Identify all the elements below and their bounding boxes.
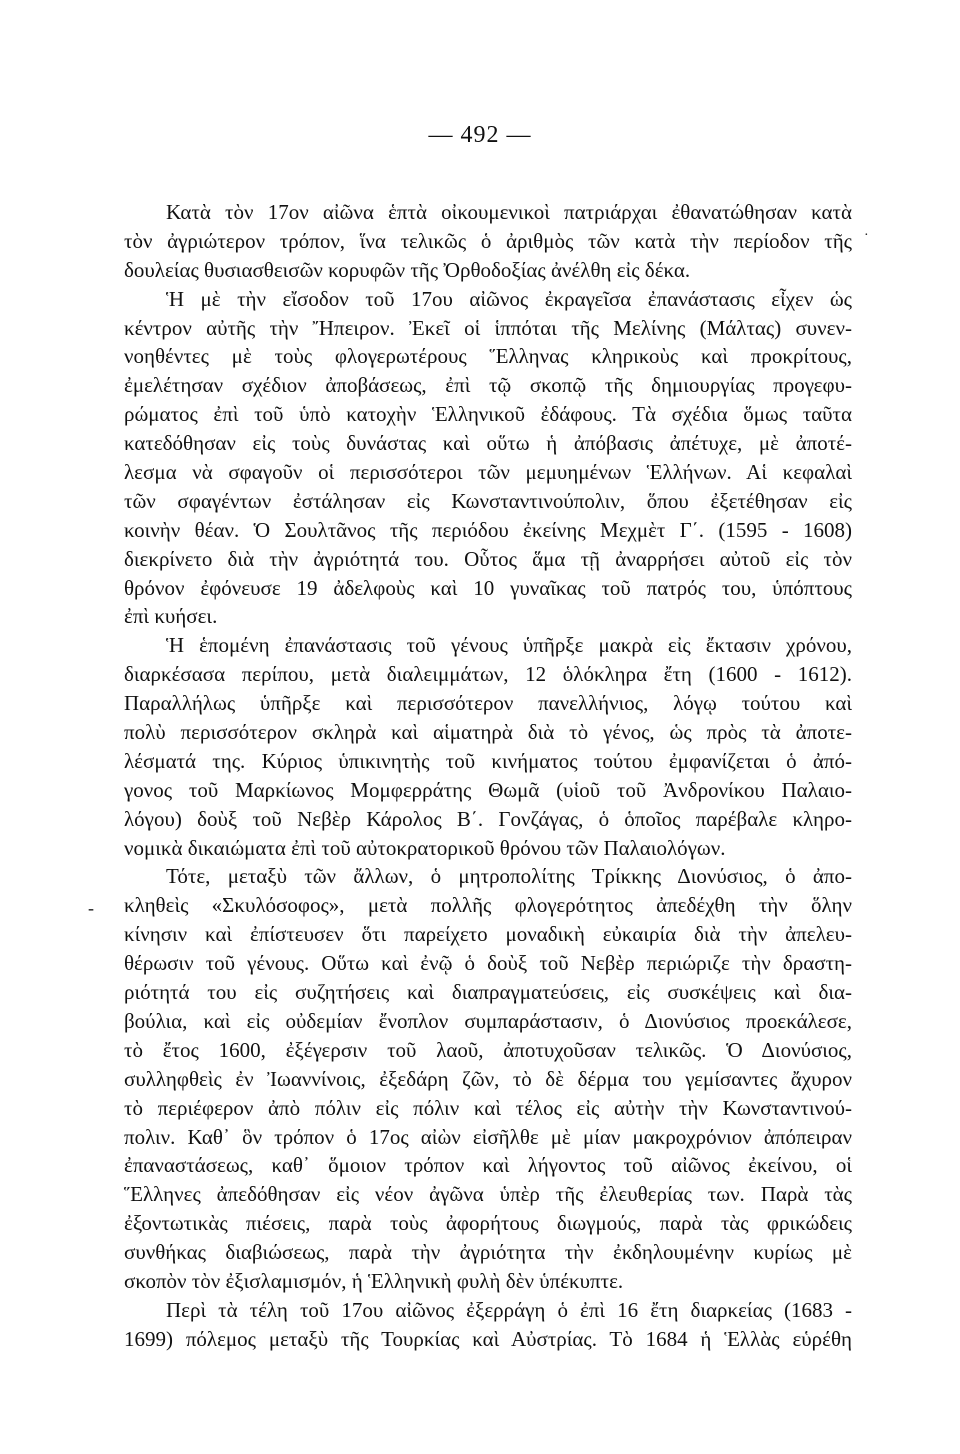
- text-line: κληθεὶς «Σκυλόσοφος», μετὰ πολλῆς φλογερότητος ἀπεδέχθη τὴν ὅλην: [124, 893, 852, 918]
- margin-dash-mark: -: [88, 898, 94, 918]
- text-line: διαρκέσασα περίπου, μετὰ διαλειμμάτων, 12 ὁλόκληρα ἔτη (1600 - 1612).: [124, 662, 852, 687]
- text-line: τῶν σφαγέντων ἐστάλησαν εἰς Κωνσταντινούπολιν, ὅπου ἐξετέθησαν εἰς: [124, 488, 852, 513]
- text-line: λεσμα νὰ σφαγοῦν οἱ περισσότεροι τῶν μεμυημένων Ἑλλήνων. Αἱ κεφαλαὶ: [124, 460, 852, 485]
- text-line: τὸ ἔτος 1600, ἐξέγερσιν τοῦ λαοῦ, ἀποτυχοῦσαν τελικῶς. Ὁ Διονύσιος,: [124, 1037, 852, 1062]
- text-line: θρόνον ἐφόνευσε 19 ἀδελφοὺς καὶ 10 γυναῖκας τοῦ πατρός του, ὑπόπτους: [124, 575, 852, 600]
- body-text: [124, 198, 852, 1354]
- margin-tick-mark: ·: [864, 228, 869, 243]
- text-line: πολιν. Καθ᾽ ὃν τρόπον ὁ 17ος αἰὼν εἰσῆλθε μὲ μίαν μακροχρόνιον ἀπόπειραν: [124, 1124, 852, 1149]
- text-line: Ἡ μὲ τὴν εἴσοδον τοῦ 17ου αἰῶνος ἐκραγεῖσα ἐπανάστασις εἶχεν ὡς: [166, 286, 852, 311]
- text-line: ρώματος ἐπὶ τοῦ ὑπὸ κατοχὴν Ἑλληνικοῦ ἐδάφους. Τὰ σχέδια ὅμως ταῦτα: [124, 402, 852, 427]
- text-line: θέρωσιν τοῦ γένους. Οὕτω καὶ ἐνῷ ὁ δοὺξ τοῦ Νεβὲρ περιώριζε τὴν δραστη-: [124, 951, 852, 976]
- text-line: 1699) πόλεμος μεταξὺ τῆς Τουρκίας καὶ Αὐστρίας. Τὸ 1684 ἡ Ἑλλὰς εὑρέθη: [124, 1326, 852, 1351]
- text-line: κοινὴν θέαν. Ὁ Σουλτᾶνος τῆς περιόδου ἐκείνης Μεχμὲτ Γ΄. (1595 - 1608): [124, 517, 852, 542]
- text-line: σκοπὸν τὸν ἐξισλαμισμόν, ἡ Ἑλληνικὴ φυλὴ δὲν ὑπέκυπτε.: [124, 1268, 624, 1293]
- text-line: ἐπαναστάσεως, καθ᾽ ὅμοιον τρόπον καὶ λήγοντος τοῦ αἰῶνος ἐκείνου, οἱ: [124, 1153, 852, 1178]
- text-line: τὸν ἀγριώτερον τρόπον, ἵνα τελικῶς ὁ ἀριθμὸς τῶν κατὰ τὴν περίοδον τῆς: [124, 228, 852, 253]
- text-line: διεκρίνετο διὰ τὴν ἀγριότητά του. Οὗτος ἅμα τῇ ἀναρρήσει αὐτοῦ εἰς τὸν: [124, 546, 852, 571]
- text-line: Παραλλήλως ὑπῆρξε καὶ περισσότερον πανελλήνιος, λόγῳ τούτου καὶ: [124, 691, 852, 716]
- text-line: ριότητά του εἰς συζητήσεις καὶ διαπραγματεύσεις, εἰς συσκέψεις καὶ δια-: [124, 980, 852, 1005]
- text-line: ἐμελέτησαν σχέδιον ἀποβάσεως, ἐπὶ τῷ σκοπῷ τῆς δημιουργίας προγεφυ-: [124, 373, 852, 398]
- text-line: δουλείας θυσιασθεισῶν κορυφῶν τῆς Ὀρθοδοξίας ἀνέλθη εἰς δέκα.: [124, 257, 691, 282]
- text-line: γονος τοῦ Μαρκίωνος Μομφερράτης Θωμᾶ (υἱοῦ τοῦ Ἀνδρονίκου Παλαιο-: [124, 777, 852, 802]
- text-line: νοηθέντες μὲ τοὺς φλογερωτέρους Ἕλληνας κληρικοὺς καὶ προκρίτους,: [124, 344, 852, 369]
- text-line: νομικὰ δικαιώματα ἐπὶ τοῦ αὐτοκρατορικοῦ θρόνου τῶν Παλαιολόγων.: [124, 835, 726, 860]
- text-line: κέντρον αὐτῆς τὴν Ἤπειρον. Ἐκεῖ οἱ ἱππόται τῆς Μελίνης (Μάλτας) συνεν-: [124, 315, 852, 340]
- text-line: Ἡ ἑπομένη ἐπανάστασις τοῦ γένους ὑπῆρξε μακρὰ εἰς ἔκτασιν χρόνου,: [166, 633, 852, 658]
- text-line: κίνησιν καὶ ἐπίστευσεν ὅτι παρείχετο μοναδικὴ εὐκαιρία διὰ τὴν ἀπελευ-: [124, 922, 852, 947]
- text-line: Τότε, μεταξὺ τῶν ἄλλων, ὁ μητροπολίτης Τρίκκης Διονύσιος, ὁ ἀπο-: [166, 864, 852, 889]
- text-line: συνθήκας διαβιώσεως, παρὰ τὴν ἀγριότητα τὴν ἐκδηλουμένην κυρίως μὲ: [124, 1240, 852, 1265]
- text-line: ἐπὶ κυήσει.: [124, 604, 218, 629]
- text-line: συλληφθεὶς ἐν Ἰωαννίνοις, ἐξεδάρη ζῶν, τὸ δὲ δέρμα του γεμίσαντες ἄχυρον: [124, 1066, 852, 1091]
- text-line: τὸ περιέφερον ἀπὸ πόλιν εἰς πόλιν καὶ τέλος εἰς αὐτὴν τὴν Κωνσταντινού-: [124, 1095, 852, 1120]
- page-number: — 492 —: [428, 122, 532, 148]
- text-line: λόγου) δοὺξ τοῦ Νεβὲρ Κάρολος Β΄. Γονζάγας, ὁ ὁποῖος παρέβαλε κληρο-: [124, 806, 852, 831]
- text-line: Ἕλληνες ἀπεδόθησαν εἰς νέον ἀγῶνα ὑπὲρ τῆς ἐλευθερίας των. Παρὰ τὰς: [124, 1182, 852, 1207]
- text-line: ἐξοντωτικὰς πιέσεις, παρὰ τοὺς ἀφορήτους διωγμούς, παρὰ τὰς φρικώδεις: [124, 1211, 852, 1236]
- text-line: κατεδόθησαν εἰς τοὺς δυνάστας καὶ οὕτω ἡ ἀπόβασις ἀπέτυχε, μὲ ἀποτέ-: [124, 431, 852, 456]
- text-line: Κατὰ τὸν 17ον αἰῶνα ἑπτὰ οἰκουμενικοὶ πατριάρχαι ἐθανατώθησαν κατὰ: [166, 200, 852, 224]
- text-line: πολὺ περισσότερον σκληρὰ καὶ αἱματηρὰ διὰ τὸ γένος, ὡς πρὸς τὰ ἀποτε-: [124, 720, 852, 745]
- text-line: λέσματά της. Κύριος ὑπικινητὴς τοῦ κινήματος τούτου ἐμφανίζεται ὁ ἀπό-: [124, 748, 852, 773]
- text-line: βούλια, καὶ εἰς οὐδεμίαν ἔνοπλον συμπαράστασιν, ὁ Διονύσιος προεκάλεσε,: [124, 1008, 852, 1033]
- text-line: Περὶ τὰ τέλη τοῦ 17ου αἰῶνος ἐξερράγη ὁ ἐπὶ 16 ἔτη διαρκείας (1683 -: [166, 1297, 852, 1322]
